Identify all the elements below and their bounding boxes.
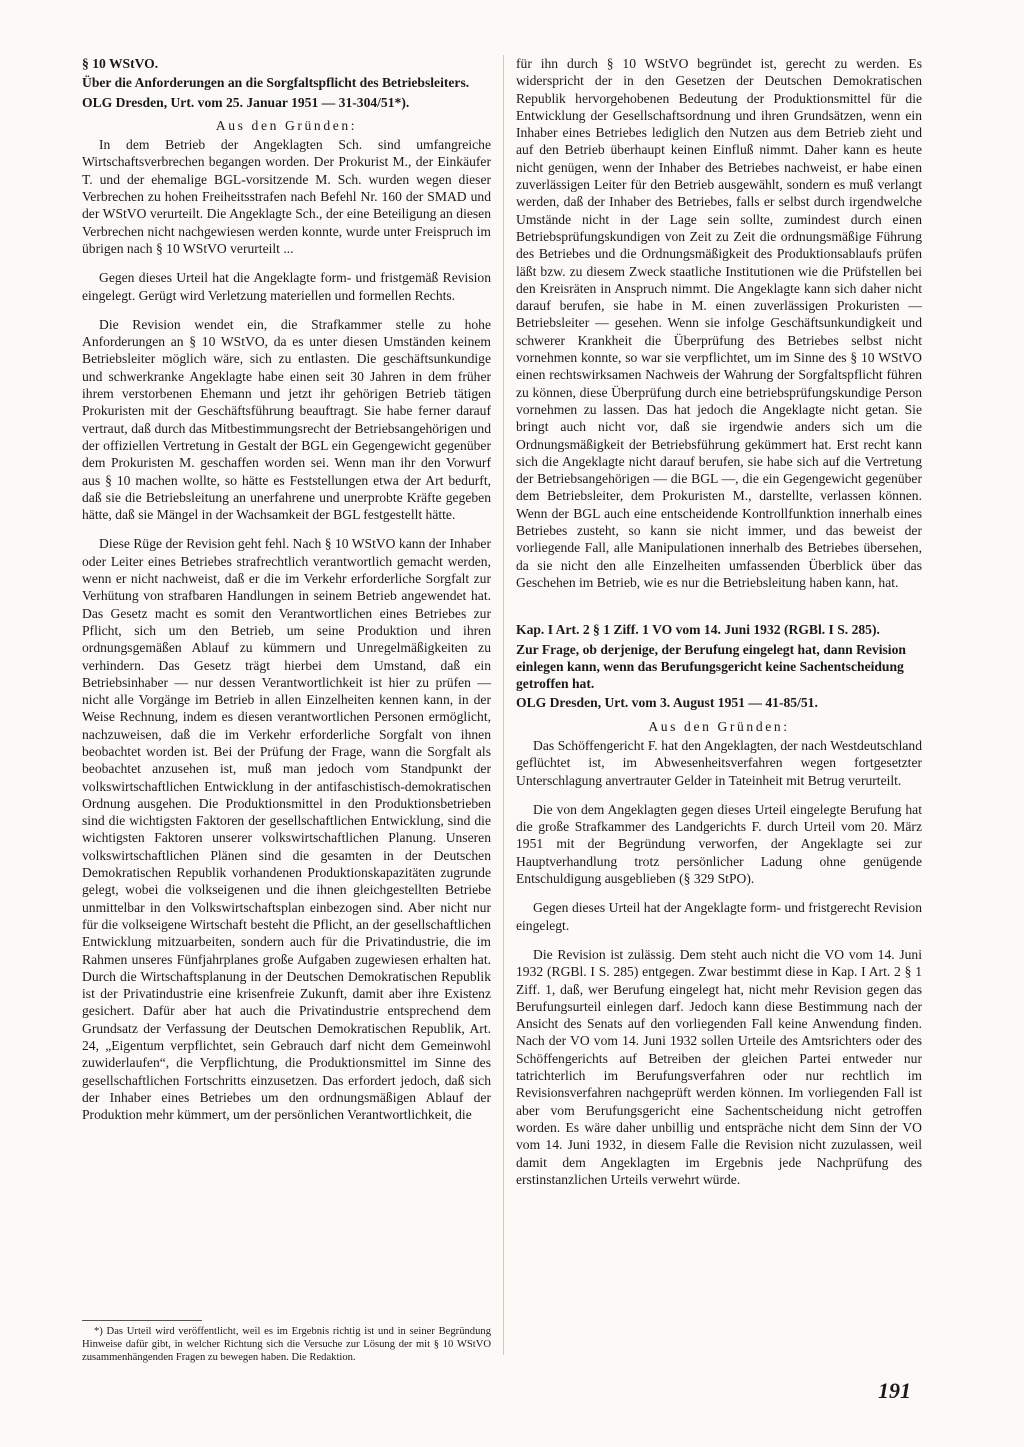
left-column <box>82 55 491 1124</box>
paragraph: Das Schöffengericht F. hat den Angeklagten, der nach Westdeutschland geflüchtet ist, im Abwesenheitsverfahren wegen fortgesetzter Unterschlagung anvertrauter Gelder in Tateinheit mit Betrug verurteilt. <box>516 737 922 788</box>
grounds-heading: Aus den Gründen: <box>648 718 790 734</box>
section-gap <box>516 591 922 621</box>
court-citation: OLG Dresden, Urt. vom 3. August 1951 — 41-85/51. <box>516 695 818 711</box>
footnote-rule <box>82 1320 202 1321</box>
paragraph: Gegen dieses Urteil hat die Angeklagte form- und fristgemäß Revision eingelegt. Gerügt wird Verletzung materiellen und formellen Rechts. <box>82 270 491 303</box>
section-heading: § 10 WStVO. <box>82 56 159 71</box>
page-number: 191 <box>878 1378 911 1403</box>
paragraph: Gegen dieses Urteil hat der Angeklagte form- und fristgerecht Revision eingelegt. <box>516 900 922 933</box>
decision-topic: Über die Anforderungen an die Sorgfaltspflicht des Betriebsleiters. <box>82 75 470 91</box>
paragraph-continuation: für ihn durch § 10 WStVO begründet ist, gerecht zu werden. Es widerspricht der in den Gesetzen der Deutschen Demokratischen Republik hervorgehobenen Bedeutung der Produktionsmittel für die Entwicklung der Gesellschaftsordnung und ihren Grundsätzen, wenn ein Inhaber eines Betriebes lediglich den Nutzen aus dem Betrieb zieht und auf den Betrieb überhaupt keinen Einfluß nimmt. Daher kann es heute nicht genügen, wenn der Inhaber des Betriebes nachweist, er habe einen zuverlässigen Leiter für den Betrieb ausgewählt, sondern es muß verlangt werden, daß der Inhaber des Betriebes, falls er selbst durch irgendwelche Umstände nicht in der Lage sein sollte, zumindest durch einen Betriebsprüfungskundigen von Zeit zu Zeit die ordnungsmäßige Führung des Betriebes und die Ordnungsmäßigkeit des Produktionsablaufs prüfen läßt bzw. zu diesem Zweck staatliche Institutionen wie die Prüfstellen bei den Kreisräten in Anspruch nimmt. Die Angeklagte kann sich daher nicht darauf berufen, sie habe in M. einen zuverlässigen Prokuristen — Betriebsleiter — gesehen. Wenn sie infolge Geschäftsunkundigkeit und schwerer Krankheit die Überprüfung des Betriebes selbst nicht vornehmen konnte, so war sie verpflichtet, um im Sinne des § 10 WStVO einen rechtswirksamen Nachweis der Wahrung der Sorgfaltspflicht führen zu können, diese Überprüfung durch eine betriebsprüfungskundige Person vornehmen zu lassen. Das hat jedoch die Angeklagte nicht getan. Sie bringt auch nicht vor, daß sie irgendwie anders sich um die Ordnungsmäßigkeit der Betriebsführung gekümmert hat. Erst recht kann sich die Angeklagte nicht darauf berufen, sie habe sich auf die Vertretung der Betriebsangehörigen — die BGL —, die ein Gegengewicht gegenüber dem Betriebsleiter, dem Prokuristen M., darstellte, verlassen können. Wenn der BGL auch eine entscheidende Kontrollfunktion innerhalb eines Betriebes zusteht, so kann sie nicht immer, und das beweist der vorliegende Fall, alle Manipulationen innerhalb des Betriebes übersehen, da sie nicht den alle Einzelheiten umfassenden Überblick über das Geschehen im Betrieb, wie es nur die Betriebsleitung haben kann, hat. <box>516 56 922 590</box>
paragraph: In dem Betrieb der Angeklagten Sch. sind umfangreiche Wirtschaftsverbrechen begangen worden. Der Prokurist M., der Einkäufer T. und der ehemalige BGL-vorsitzende M. Sch. wurden wegen dieser Verbrechen zu hohen Freiheitsstrafen nach Befehl Nr. 160 der SMAD und der WStVO verurteilt. Die Angeklagte Sch., der eine Beteiligung an diesen Verbrechen nicht nachgewiesen werden konnte, wurde unter Freispruch im übrigen nach § 10 WStVO verurteilt ... <box>82 137 491 256</box>
column-divider <box>503 55 504 1355</box>
grounds-heading: Aus den Gründen: <box>215 117 358 133</box>
section-heading: Kap. I Art. 2 § 1 Ziff. 1 VO vom 14. Juni 1932 (RGBl. I S. 285). <box>516 622 880 638</box>
decision-topic: Zur Frage, ob derjenige, der Berufung eingelegt hat, dann Revision einlegen kann, wenn das Berufungsgericht keine Sachentscheidung getroffen hat. <box>516 641 906 692</box>
paragraph: Die von dem Angeklagten gegen dieses Urteil eingelegte Berufung hat die große Strafkammer des Landgerichts F. durch Urteil vom 20. März 1951 mit der Begründung verworfen, der Angeklagte sei zur Hauptverhandlung trotz persönlicher Ladung ohne genügende Entschuldigung ausgeblieben (§ 329 StPO). <box>516 801 922 887</box>
footnote: *) Das Urteil wird veröffentlicht, weil es im Ergebnis richtig ist und in seiner Begründung Hinweise dafür gibt, in welcher Richtung sich die Versuche zur Lösung der mit § 10 WStVO zusammenhängenden Fragen zu bewegen haben. Die Redaktion. <box>82 1326 491 1363</box>
paragraph: Die Revision ist zulässig. Dem steht auch nicht die VO vom 14. Juni 1932 (RGBl. I S. 285) entgegen. Zwar bestimmt diese in Kap. I Art. 2 § 1 Ziff. 1, daß, wer Berufung eingelegt hat, nicht mehr Revision gegen das Berufungsurteil einlegen darf. Jedoch kann diese Bestimmung nach der Ansicht des Senats auf den vorliegenden Fall keine Anwendung finden. Nach der VO vom 14. Juni 1932 sollen Urteile des Amtsrichters oder des Schöffengerichts auf Betreiben der gleichen Partei entweder nur tatrichterlich im Berufungsverfahren oder nur rechtlich im Revisionsverfahren nachgeprüft werden können. Im vorliegenden Fall ist aber vom Berufungsgericht eine Sachentscheidung nicht getroffen worden. Es wäre daher unbillig und entspräche nicht dem Sinn der VO vom 14. Juni 1932, in diesem Falle die Revision nicht zuzulassen, weil damit dem Angeklagten im Ergebnis jede Nachprüfung des erstinstanzlichen Urteils verwehrt würde. <box>516 946 922 1187</box>
paragraph: Die Revision wendet ein, die Strafkammer stelle zu hohe Anforderungen an § 10 WStVO, da es unter diesen Umständen keinem Betriebsleiter möglich wäre, sich zu entlasten. Die geschäftsunkundige und schwerkranke Angeklagte habe einen seit 30 Jahren in dem früher ihrem verstorbenen Ehemann und jetzt ihr gehörigen Betrieb tätigen Prokuristen mit der Geschäftsführung beauftragt. Sie habe ferner darauf vertraut, daß durch das Mitbestimmungsrecht der Betriebsangehörigen und der offiziellen Vertretung in Gestalt der BGL ein Gegengewicht gegenüber dem Prokuristen M. geschaffen worden sei. Wenn man ihr den Vorwurf aus § 10 machen wollte, so hätte es Feststellungen etwa der Art bedurft, daß sie die Betriebsleitung an unerfahrene und unerprobte Kräfte gegeben hätte, daß sie Mängel in der Wachsamkeit der BGL festgestellt hätte. <box>82 316 491 523</box>
paragraph: Diese Rüge der Revision geht fehl. Nach § 10 WStVO kann der Inhaber oder Leiter eines Betriebes strafrechtlich verantwortlich gemacht werden, wenn er nicht nachweist, daß er die im Verkehr erforderliche Sorgfalt zur Verhütung von strafbaren Handlungen in seinem Betrieb angewendet hat. Das Gesetz macht es somit den Verantwortlichen eines Betriebes zur Pflicht, sich um den Betrieb, um seine Produktion und ihren ordnungsgemäßen Ablauf zu kümmern und Unregelmäßigkeiten zu verhindern. Das Gesetz trägt hierbei dem Umstand, daß ein Betriebsinhaber — nur dessen Verantwortlichkeit ist hier zu prüfen — nicht alle Vorgänge im Betrieb in allen Einzelheiten kennen kann, in der Weise Rechnung, indem es diesen verantwortlichen Personen ermöglicht, nachzuweisen, daß die im Verkehr erforderliche Sorgfalt von ihnen beobachtet worden ist. Bei der Prüfung der Frage, wann die Sorgfalt als beobachtet anzusehen ist, muß man jedoch vom Standpunkt der volkswirtschaftlichen Entwicklung in der antifaschistisch-demokratischen Ordnung ausgehen. Die Produktionsmittel in den Produktionsbetrieben sind die wichtigsten Faktoren der gesellschaftlichen Entwicklung, sind die wichtigsten Faktoren unserer volkswirtschaftlichen Planung. Unseren volkswirtschaftlichen Plänen sind die gesamten in der Deutschen Demokratischen Republik vorhandenen Produktionskapazitäten zugrunde gelegt, wobei die volkseigenen und die ihnen gleichgestellten Betriebe unmittelbar in den Volkswirtschaftsplan einbezogen sind. Aber nicht nur für die volkseigene Wirtschaft besteht die Pflicht, an der gesellschaftlichen Entwicklung mitzuarbeiten, sondern auch für die Privatindustrie, die im Rahmen unseres Fünfjahrplanes große Aufgaben zugewiesen erhalten hat. Durch die Wirtschaftsplanung in der Deutschen Demokratischen Republik ist der Privatindustrie eine krisenfreie Zukunft, damit aber ihre Existenz gesichert. Dafür aber hat auch die Privatindustrie entsprechend dem Grundsatz der Verfassung der Deutschen Demokratischen Republik, Art. 24, „Eigentum verpflichtet, sein Gebrauch darf nicht dem Gemeinwohl zuwiderlaufen“, die Verpflichtung, die Produktionsmittel im Sinne des gesellschaftlichen Fortschritts einzusetzen. Das erfordert jedoch, daß sich der Inhaber eines Betriebes um den ordnungsmäßigen Ablauf der Produktion mehr kümmert, um der persönlichen Verantwortlichkeit, die <box>82 536 491 1123</box>
right-column <box>516 55 922 1188</box>
court-citation: OLG Dresden, Urt. vom 25. Januar 1951 — 31-304/51*). <box>82 94 410 110</box>
